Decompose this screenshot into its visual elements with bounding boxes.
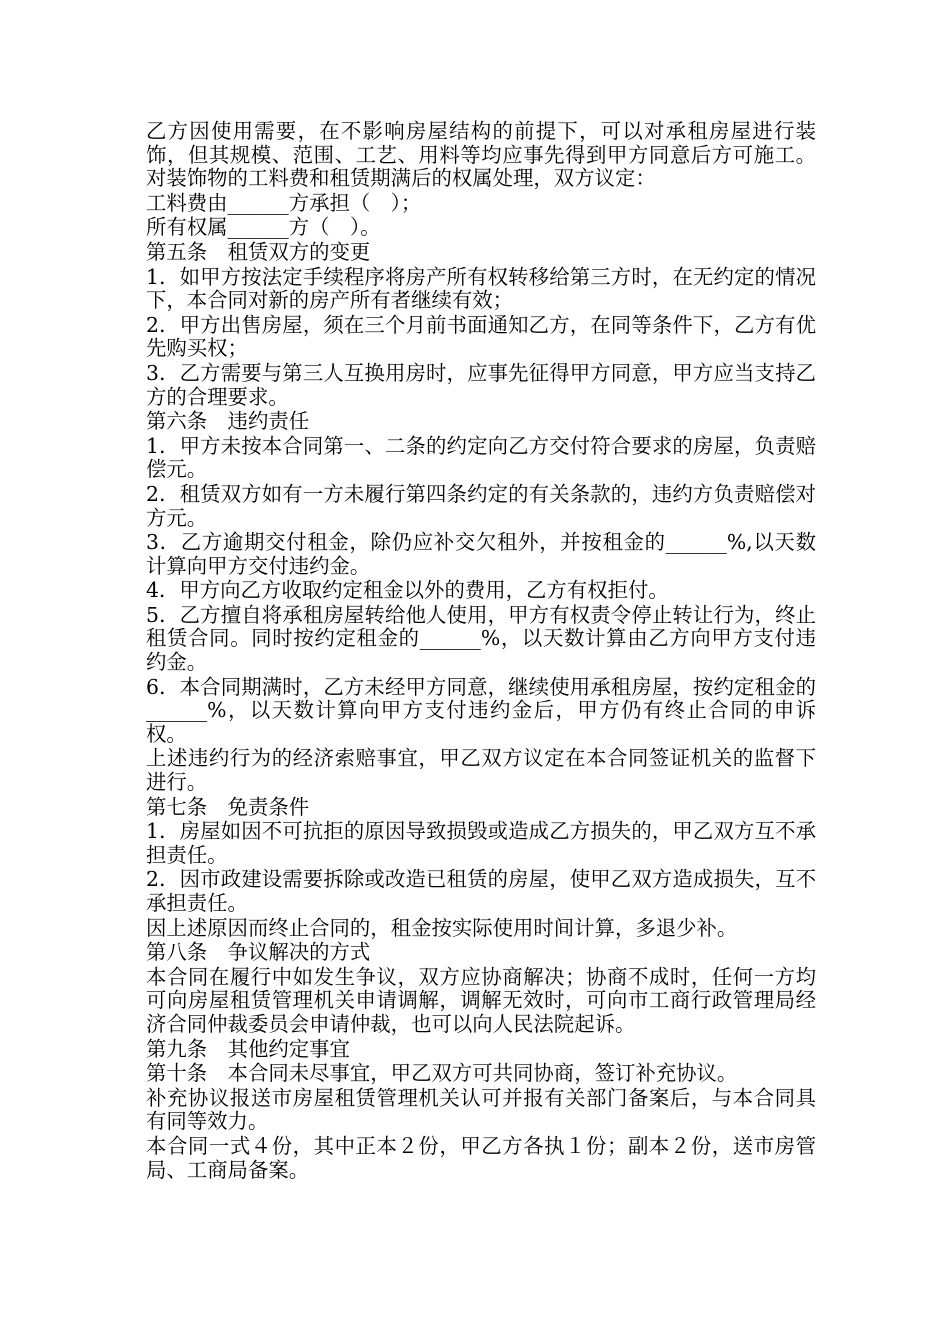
decoration-clause: 乙方因使用需要，在不影响房屋结构的前提下，可以对承租房屋进行装饰，但其规模、范围、工艺、用料等均应事先得到甲方同意后方可施工。对装饰物的工料费和租赁期满后的权属处理，双方议定： [146, 119, 816, 191]
article-9-heading: 第九条 其他约定事宜 [146, 1036, 350, 1061]
article-6-item-5: 5．乙方擅自将承租房屋转给他人使用，甲方有权责令停止转让行为，终止租赁合同。同时按约定租金的______%，以天数计算由乙方向甲方支付违约金。 [146, 602, 816, 675]
article-8-heading: 第八条 争议解决的方式 [146, 940, 371, 965]
article-6-item-4: 4．甲方向乙方收取约定租金以外的费用，乙方有权拒付。 [146, 578, 669, 603]
article-5-heading: 第五条 租赁双方的变更 [146, 239, 371, 264]
article-7-heading: 第七条 免责条件 [146, 794, 310, 819]
article-5-item-1: 1．如甲方按法定手续程序将房产所有权转移给第三方时，在无约定的情况下，本合同对新的房产所有者继续有效； [146, 264, 816, 313]
article-5-item-3: 3．乙方需要与第三人互换用房时，应事先征得甲方同意，甲方应当支持乙方的合理要求。 [146, 360, 816, 409]
article-6-heading: 第六条 违约责任 [146, 409, 310, 434]
article-7-summary: 因上述原因而终止合同的，租金按实际使用时间计算，多退少补。 [146, 915, 738, 940]
article-6-item-3: 3．乙方逾期交付租金，除仍应补交欠租外，并按租金的______%,以天数计算向甲方交付违约金。 [146, 530, 816, 578]
copies-clause: 本合同一式４份，其中正本２份，甲乙方各执１份；副本２份，送市房管局、工商局备案。 [146, 1133, 816, 1182]
article-7-item-1: 1．房屋如因不可抗拒的原因导致损毁或造成乙方损失的，甲乙双方互不承担责任。 [146, 819, 816, 867]
supplementary-agreement: 补充协议报送市房屋租赁管理机关认可并报有关部门备案后，与本合同具有同等效力。 [146, 1085, 816, 1134]
article-6-item-6: 6．本合同期满时，乙方未经甲方同意，继续使用承租房屋，按约定租金的______%，以天数计算向甲方支付违约金后，甲方仍有终止合同的申诉权。 [146, 674, 816, 746]
article-10: 第十条 本合同未尽事宜，甲乙双方可共同协商，签订补充协议。 [146, 1061, 738, 1086]
article-6-summary: 上述违约行为的经济索赔事宜，甲乙双方议定在本合同签证机关的监督下进行。 [146, 746, 816, 795]
article-6-item-2: 2．租赁双方如有一方未履行第四条约定的有关条款的，违约方负责赔偿对方元。 [146, 481, 816, 530]
article-5-item-2: 2．甲方出售房屋，须在三个月前书面通知乙方，在同等条件下，乙方有优先购买权； [146, 312, 816, 361]
contract-page [146, 120, 816, 1183]
article-6-item-1: 1．甲方未按本合同第一、二条的约定向乙方交付符合要求的房屋，负责赔偿元。 [146, 433, 816, 482]
article-7-item-2: 2．因市政建设需要拆除或改造已租赁的房屋，使甲乙双方造成损失，互不承担责任。 [146, 867, 816, 915]
labor-cost-line: 工料费由______方承担（ ）； [146, 190, 422, 215]
article-8-body: 本合同在履行中如发生争议，双方应协商解决；协商不成时，任何一方均可向房屋租赁管理机关申请调解，调解无效时，可向市工商行政管理局经济合同仲裁委员会申请仲裁，也可以向人民法院起诉。 [146, 964, 816, 1036]
ownership-line: 所有权属______方（ ）。 [146, 215, 381, 240]
